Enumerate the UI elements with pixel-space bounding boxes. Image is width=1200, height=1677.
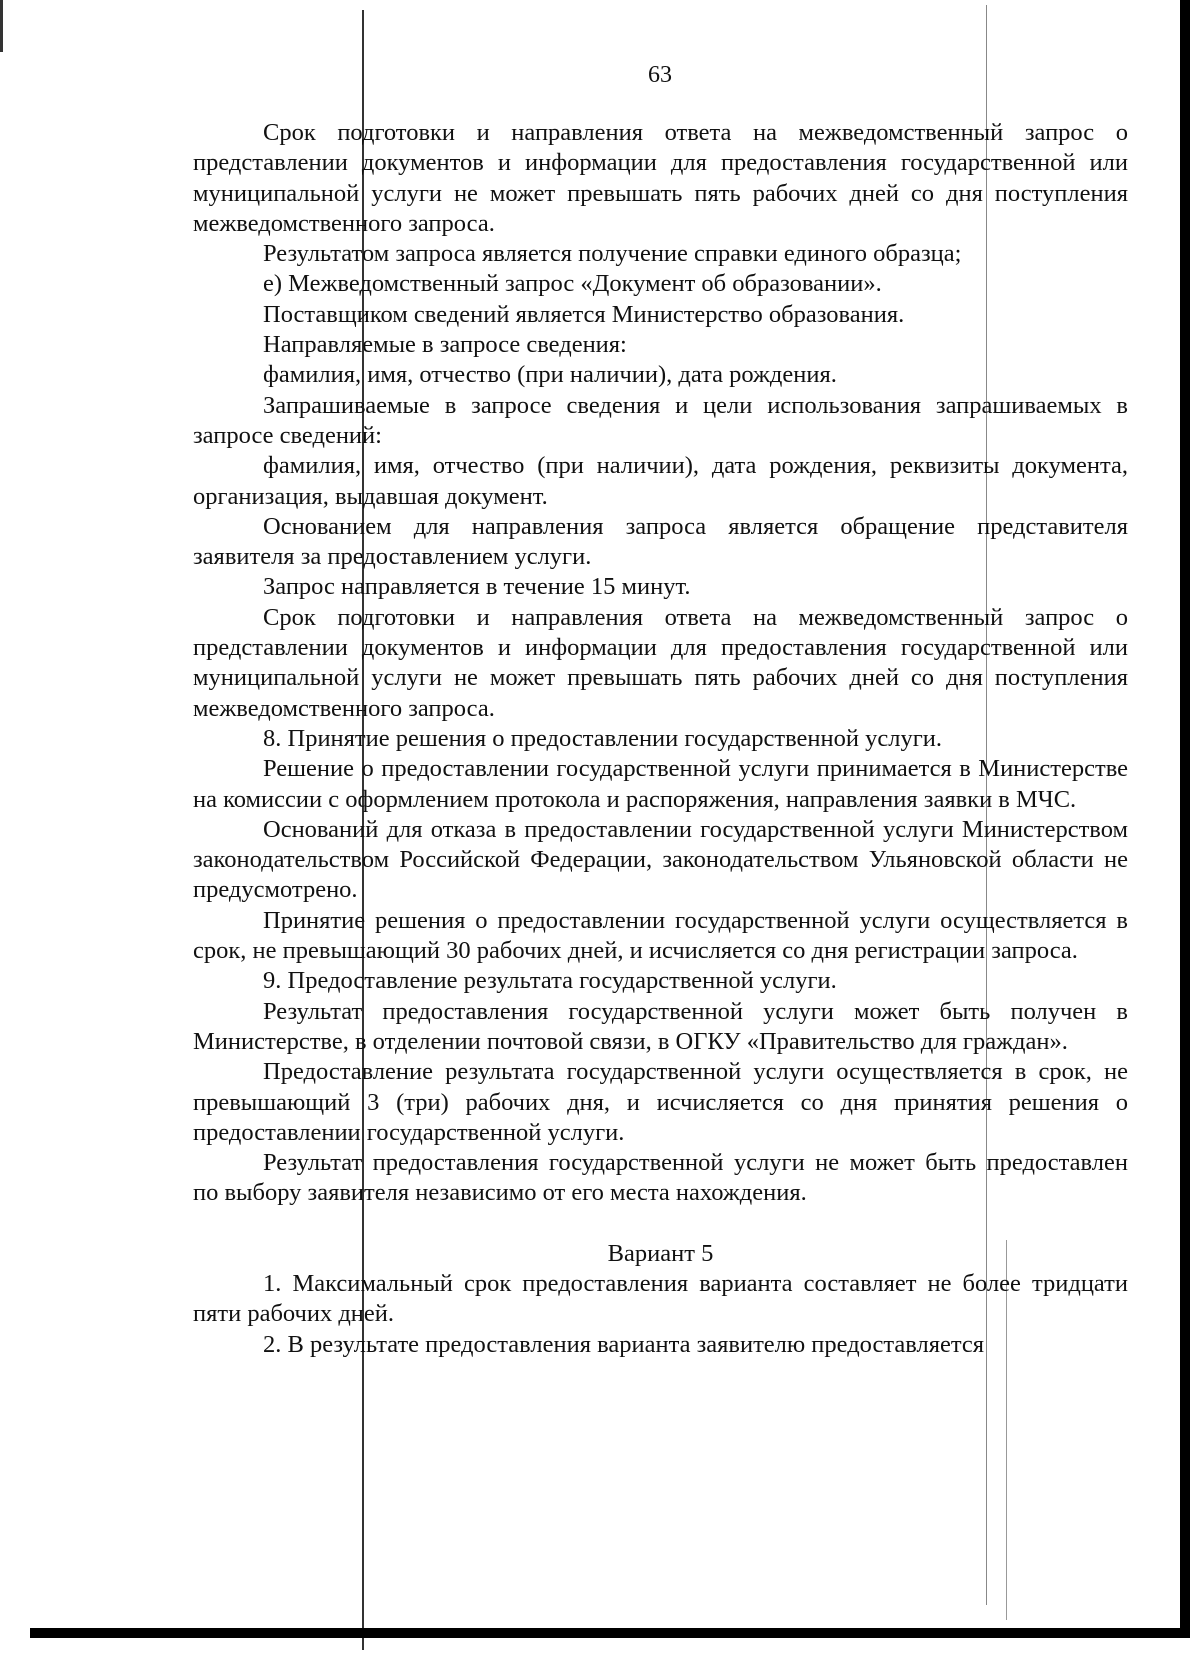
paragraph: Решение о предоставлении государственной услуги принимается в Министерстве на комиссии с оформлением протокола и распоряжения, направления заявки в МЧС.: [193, 755, 1128, 813]
paragraph: Срок подготовки и направления ответа на межведомственный запрос о представлении документов и информации для предоставления государственной или муниципальной услуги не может превышать пять рабочих дней со дня поступления межведомственного запроса.: [193, 119, 1128, 237]
document-body: [193, 118, 1128, 1360]
paragraph: е) Межведомственный запрос «Документ об образовании».: [263, 270, 882, 298]
paragraph: Поставщиком сведений является Министерство образования.: [263, 300, 905, 328]
paragraph: Направляемые в запросе сведения:: [263, 331, 627, 359]
paragraph: Запрос направляется в течение 15 минут.: [263, 573, 691, 601]
section-heading: Вариант 5: [607, 1239, 714, 1267]
paragraph: фамилия, имя, отчество (при наличии), дата рождения, реквизиты документа, организация, выдавшая документ.: [193, 452, 1128, 510]
paragraph: Результат предоставления государственной услуги может быть получен в Министерстве, в отделении почтовой связи, в ОГКУ «Правительство для граждан».: [193, 997, 1128, 1055]
paragraph: Предоставление результата государственной услуги осуществляется в срок, не превышающий 3 (три) рабочих дня, и исчисляется со дня принятия решения о предоставлении государственной услуги.: [193, 1058, 1128, 1146]
paragraph: Срок подготовки и направления ответа на межведомственный запрос о представлении документов и информации для предоставления государственной или муниципальной услуги не может превышать пять рабочих дней со дня поступления межведомственного запроса.: [193, 603, 1128, 722]
paragraph: 9. Предоставление результата государственной услуги.: [263, 967, 837, 995]
paragraph: 8. Принятие решения о предоставлении государственной услуги.: [263, 724, 943, 752]
paragraph: 2. В результате предоставления варианта заявителю предоставляется: [263, 1330, 985, 1358]
scan-border-right: [1180, 0, 1190, 1635]
paragraph: фамилия, имя, отчество (при наличии), дата рождения.: [263, 361, 837, 389]
paragraph: 1. Максимальный срок предоставления варианта составляет не более тридцати пяти рабочих дней.: [193, 1269, 1128, 1328]
paragraph: Оснований для отказа в предоставлении государственной услуги Министерством законодательством Российской Федерации, законодательством Ульяновской области не предусмотрено.: [193, 815, 1128, 904]
paragraph: Принятие решения о предоставлении государственной услуги осуществляется в срок, не превышающий 30 рабочих дней, и исчисляется со дня регистрации запроса.: [193, 906, 1128, 965]
paragraph: Результат предоставления государственной услуги не может быть предоставлен по выбору заявителя независимо от его места нахождения.: [193, 1149, 1128, 1207]
paragraph: Запрашиваемые в запросе сведения и цели использования запрашиваемых в запросе сведений:: [193, 391, 1128, 449]
scan-border-bottom: [30, 1628, 1190, 1638]
page-number: 63: [648, 62, 672, 88]
scan-edge-left: [0, 0, 3, 52]
paragraph: Основанием для направления запроса является обращение представителя заявителя за предоставлением услуги.: [193, 512, 1128, 571]
paragraph: Результатом запроса является получение справки единого образца;: [263, 240, 962, 268]
